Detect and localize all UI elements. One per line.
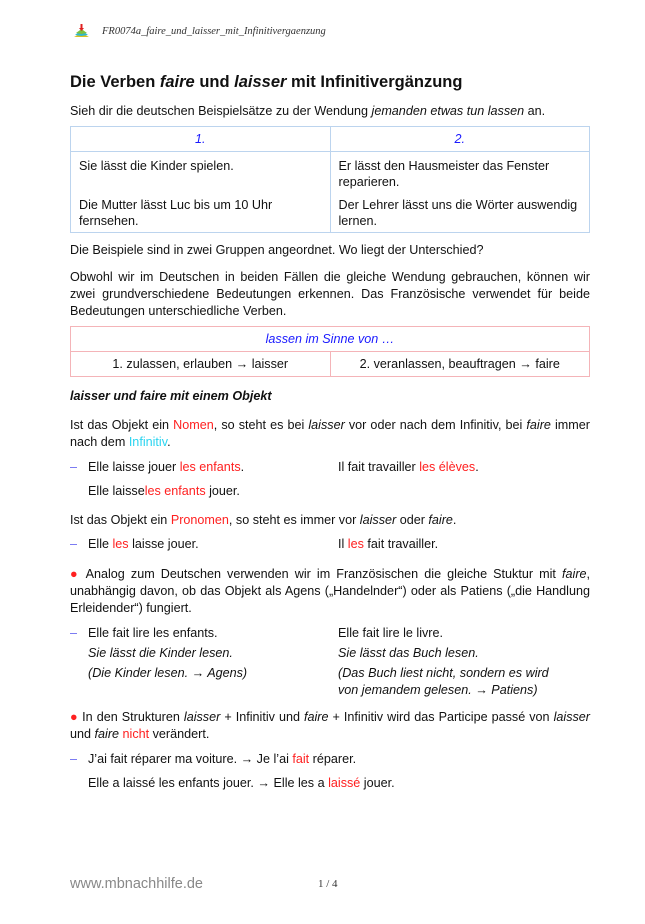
meaning-text: 2. veranlassen, beauftragen → <box>359 357 536 371</box>
text: + Infinitiv wird das Participe passé von <box>328 710 554 724</box>
italic-laisser: laisser <box>183 710 221 724</box>
text: jouer. <box>205 484 240 498</box>
page-title <box>70 72 590 92</box>
text: In den Strukturen <box>82 710 184 724</box>
example <box>70 536 338 553</box>
verb-laisser: laisser <box>251 357 289 371</box>
table-header-row <box>71 127 590 152</box>
example <box>70 625 338 642</box>
explanation-text: Obwohl wir im Deutschen in beiden Fällen die gleiche Wendung gebrauchen, können wir zwei grundverschiedene Bedeutungen erkennen. Das Französische verwendet für beide Bedeutungen unterschiedliche Verben. <box>70 270 590 318</box>
translation: Sie lässt die Kinder lesen. <box>88 646 233 660</box>
explanation: (Das Buch liest nicht, sondern es wird von jemandem gelesen. → Patiens) <box>338 666 549 697</box>
pronoun-rule <box>70 512 590 529</box>
example <box>338 459 590 476</box>
pronoun-examples <box>70 536 590 553</box>
text: , unabhängig davon, ob das Objekt als Agens („Handelnder“) oder als Patiens („die Handlung Erleidender“) fungiert. <box>70 567 591 615</box>
text: Il <box>338 537 348 551</box>
text: Elle a laissé les enfants jouer. → Elle les a <box>88 776 329 790</box>
italic-faire: faire <box>94 727 120 741</box>
text: Elle fait lire les enfants. <box>88 626 218 640</box>
highlight: les <box>112 537 129 551</box>
highlight: les élèves <box>419 460 476 474</box>
text: Ist das Objekt ein <box>70 418 174 432</box>
text: und <box>70 727 95 741</box>
agens-example <box>70 625 338 699</box>
document-filename: FR0074a_faire_und_laisser_mit_Infinitivergaenzung <box>102 25 326 37</box>
text: vor oder nach dem Infinitiv, bei <box>344 418 527 432</box>
text: J’ai fait réparer ma voiture. → Je l’ai <box>88 752 293 766</box>
example: Elle fait lire le livre. <box>338 626 443 640</box>
column-header-2: 2. <box>330 127 590 152</box>
intro-text <box>70 103 590 120</box>
text: verändert. <box>149 727 210 741</box>
italic-laisser: laisser <box>553 710 590 724</box>
text: laisse jouer. <box>128 537 199 551</box>
text: , so steht es bei <box>213 418 309 432</box>
dash-marker: – <box>70 460 78 474</box>
meaning-faire <box>330 352 590 377</box>
participe-note <box>70 709 590 743</box>
dash-marker: – <box>70 752 78 766</box>
text: . <box>452 513 457 527</box>
italic-laisser: laisser <box>308 418 345 432</box>
book-logo-icon <box>73 24 90 38</box>
text: oder <box>396 513 429 527</box>
highlight: fait <box>292 752 310 766</box>
table-row <box>71 193 590 233</box>
example <box>70 459 338 476</box>
italic-faire: faire <box>562 567 587 581</box>
meaning-table-header: lassen im Sinne von … <box>71 327 590 352</box>
text: réparer. <box>309 752 357 766</box>
title-text: Die Verben <box>70 73 160 91</box>
table-cell: Die Mutter lässt Luc bis um 10 Uhr fernsehen. <box>71 193 331 233</box>
highlight-nomen: Nomen <box>173 418 214 432</box>
italic-laisser: laisser <box>359 513 397 527</box>
highlight: les enfants <box>144 484 206 498</box>
footer-website: www.mbnachhilfe.de <box>70 876 203 892</box>
text: immer nach dem <box>70 418 590 449</box>
highlight: laissé <box>328 776 361 790</box>
text: . <box>475 460 479 474</box>
text: . <box>240 460 245 474</box>
title-laisser: laisser <box>234 73 287 91</box>
title-faire: faire <box>159 73 195 91</box>
meaning-laisser <box>71 352 331 377</box>
worksheet <box>70 72 590 792</box>
example <box>70 483 590 500</box>
table-cell: Sie lässt die Kinder spielen. <box>71 152 331 194</box>
question-text: Die Beispiele sind in zwei Gruppen angeordnet. Wo liegt der Unterschied? <box>70 243 484 257</box>
bullet-icon: ● <box>70 567 86 581</box>
table-cell: Er lässt den Hausmeister das Fenster reparieren. <box>330 152 590 194</box>
highlight: les <box>347 537 364 551</box>
highlight-pronomen: Pronomen <box>170 513 229 527</box>
examples-table <box>70 126 590 233</box>
patiens-example <box>338 625 590 699</box>
highlight: les enfants <box>179 460 241 474</box>
meaning-table <box>70 326 590 377</box>
text: Il fait travailler <box>338 460 420 474</box>
text: + Infinitiv und <box>220 710 304 724</box>
participe-example <box>70 751 590 768</box>
verb-faire: faire <box>535 357 560 371</box>
table-row <box>71 152 590 194</box>
text: Analog zum Deutschen verwenden wir im Französischen die gleiche Stuktur mit <box>85 567 563 581</box>
bullet-icon: ● <box>70 710 83 724</box>
table-cell: Der Lehrer lässt uns die Wörter auswendig lernen. <box>330 193 590 233</box>
table-row <box>71 352 590 377</box>
title-text: und <box>194 73 235 91</box>
explanation: (Die Kinder lesen. → Agens) <box>88 666 248 680</box>
intro-part: an. <box>524 104 546 118</box>
translation: Sie lässt das Buch lesen. <box>338 646 479 660</box>
dash-marker: – <box>70 537 78 551</box>
analog-note <box>70 566 590 617</box>
page-number: 1 / 4 <box>318 878 338 890</box>
highlight-nicht: nicht <box>122 727 150 741</box>
highlight-infinitiv: Infinitiv <box>128 435 168 449</box>
italic-faire: faire <box>303 710 329 724</box>
italic-faire: faire <box>526 418 551 432</box>
text: . <box>167 435 171 449</box>
text: jouer. <box>360 776 395 790</box>
meaning-text: 1. zulassen, erlauben → <box>112 357 252 371</box>
section-title: laisser und faire mit einem Objekt <box>70 389 272 403</box>
italic-faire: faire <box>428 513 453 527</box>
text: Ist das Objekt ein <box>70 513 171 527</box>
column-header-1: 1. <box>71 127 331 152</box>
text: Elle <box>88 537 113 551</box>
document-header <box>73 24 326 38</box>
noun-rule <box>70 417 590 451</box>
dash-marker: – <box>70 626 78 640</box>
text: Elle laisse jouer <box>88 460 180 474</box>
title-text: mit Infinitivergänzung <box>286 73 463 91</box>
participe-example <box>70 775 590 792</box>
text: , so steht es immer vor <box>228 513 360 527</box>
text: Elle laisse <box>88 484 145 498</box>
noun-examples <box>70 459 590 476</box>
intro-phrase: jemanden etwas tun lassen <box>371 104 525 118</box>
agens-patiens-examples <box>70 625 590 699</box>
intro-part: Sieh dir die deutschen Beispielsätze zu der Wendung <box>70 104 372 118</box>
example <box>338 536 590 553</box>
text: fait travailler. <box>363 537 439 551</box>
